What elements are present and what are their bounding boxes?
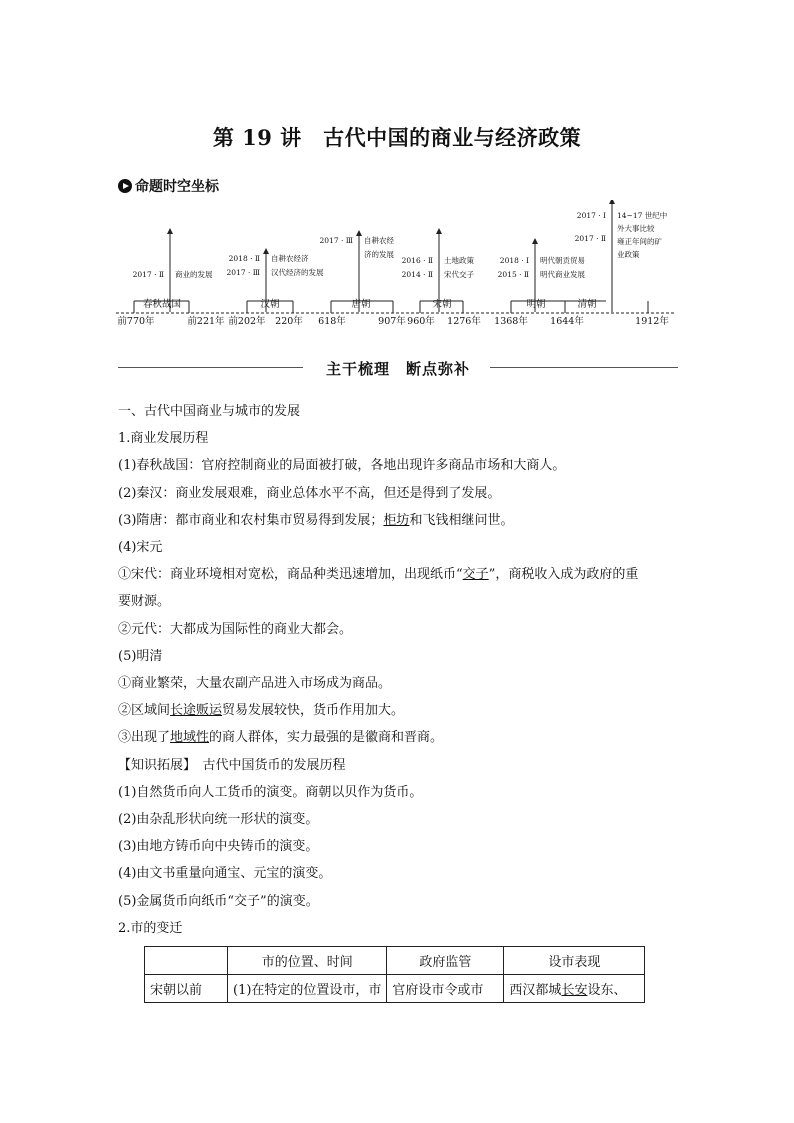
text-segment: (2)秦汉：商业发展艰难，商业总体水平不高，但还是得到了发展。 xyxy=(118,485,501,501)
arrow-head-icon xyxy=(167,228,173,234)
table-cell-underlined: 长安 xyxy=(561,983,588,998)
text-line xyxy=(118,860,680,887)
text-segment: ”，商税收入成为政府的重 xyxy=(488,567,639,583)
period-label: 宋朝 xyxy=(432,299,452,310)
text-segment: 一、古代中国商业与城市的发展 xyxy=(118,404,301,419)
text-line xyxy=(118,588,680,615)
exam-label: 2017 · Ⅱ xyxy=(132,270,164,279)
event-text: 商业的发展 xyxy=(175,270,213,279)
event-text: 自耕农经 xyxy=(364,236,394,245)
text-line xyxy=(118,398,680,425)
arrow-head-icon xyxy=(356,230,362,236)
date-label: 1912年 xyxy=(635,316,669,327)
table-header-cell: 设市表现 xyxy=(504,947,645,975)
arrow-head-icon xyxy=(263,248,269,254)
text-line xyxy=(118,888,680,915)
text-line xyxy=(118,507,680,534)
event-text: 宋代交子 xyxy=(444,270,474,279)
section-tag-label: 命题时空坐标 xyxy=(135,179,219,195)
timeline-diagram xyxy=(0,200,794,335)
text-segment: ①宋代：商业环境相对宽松，商品种类迅速增加，出现纸币“ xyxy=(118,567,463,583)
event-text: 自耕农经济 xyxy=(271,254,309,263)
table-header-cell xyxy=(145,947,228,975)
date-label: 1368年 xyxy=(494,316,528,327)
text-line xyxy=(118,561,680,588)
exam-label: 2017 · Ⅲ xyxy=(226,268,260,277)
text-segment: 【知识拓展】 古代中国货币的发展历程 xyxy=(118,757,346,773)
underlined-term: 长途贩运 xyxy=(170,703,223,719)
table-cell: 官府设市令或市 xyxy=(387,975,504,1003)
table-row xyxy=(145,975,645,1003)
table-header-cell: 市的位置、时间 xyxy=(228,947,387,975)
underlined-term: 交子 xyxy=(462,567,489,583)
event-text: 雍正年间的矿 xyxy=(617,237,662,246)
date-label: 907年 xyxy=(378,316,406,327)
event-text: 济的发展 xyxy=(364,250,394,259)
text-line xyxy=(118,779,680,806)
arrow-head-icon xyxy=(532,238,538,244)
event-text: 土地政策 xyxy=(444,256,474,265)
table-cell xyxy=(504,975,645,1003)
exam-label: 2017 · Ⅰ xyxy=(576,211,606,220)
period-label: 唐朝 xyxy=(351,299,371,310)
event-text: 14~17 世纪中 xyxy=(617,211,668,220)
period-label: 汉朝 xyxy=(260,299,280,310)
underlined-term: 柜坊 xyxy=(383,512,410,528)
text-line xyxy=(118,915,680,942)
text-line xyxy=(118,724,680,751)
date-label: 960年 xyxy=(407,316,435,327)
text-line xyxy=(118,534,680,561)
table-cell: (1)在特定的位置设市，市 xyxy=(228,975,387,1003)
text-line xyxy=(118,806,680,833)
text-segment: (1)自然货币向人工货币的演变。商朝以贝作为货币。 xyxy=(118,784,423,800)
section-tag xyxy=(118,176,219,196)
text-line xyxy=(118,480,680,507)
text-line xyxy=(118,752,680,779)
exam-label: 2018 · Ⅱ xyxy=(228,254,260,263)
event-text: 明代朝贡贸易 xyxy=(540,256,585,265)
text-segment: (5)明清 xyxy=(118,648,163,664)
text-segment: ②区域间 xyxy=(118,703,171,719)
text-segment: 2.市的变迁 xyxy=(118,920,183,936)
text-segment: 贸易发展较快，货币作用加大。 xyxy=(222,703,405,719)
text-line xyxy=(118,833,680,860)
table-cell-text: 设东、 xyxy=(587,983,627,998)
banner-title: 主干梳理 断点弥补 xyxy=(325,360,470,378)
date-label: 前202年 xyxy=(228,316,266,327)
text-segment: 1.商业发展历程 xyxy=(118,431,209,447)
exam-label: 2018 · Ⅰ xyxy=(499,256,529,265)
text-line xyxy=(118,452,680,479)
event-text: 外大事比较 xyxy=(617,224,655,233)
text-segment: 要财源。 xyxy=(118,594,171,610)
text-segment: 和飞钱相继问世。 xyxy=(409,512,514,528)
period-label: 春秋战国 xyxy=(142,299,182,310)
market-table xyxy=(144,946,645,1003)
date-label: 220年 xyxy=(275,316,303,327)
exam-label: 2016 · Ⅱ xyxy=(401,256,433,265)
date-label: 1644年 xyxy=(550,316,584,327)
text-line xyxy=(118,425,680,452)
exam-label: 2017 · Ⅱ xyxy=(574,234,606,243)
exam-label: 2014 · Ⅱ xyxy=(401,270,433,279)
text-segment: (4)由文书重量向通宝、元宝的演变。 xyxy=(118,866,332,882)
text-line xyxy=(118,697,680,724)
text-segment: ②元代：大都成为国际性的商业大都会。 xyxy=(118,621,353,637)
event-text: 汉代经济的发展 xyxy=(271,268,324,277)
event-text: 业政策 xyxy=(617,250,640,259)
table-header-row xyxy=(145,947,645,975)
text-line xyxy=(118,616,680,643)
exam-label: 2015 · Ⅱ xyxy=(497,270,529,279)
arrow-head-icon xyxy=(609,200,615,204)
text-segment: (5)金属货币向纸币“交子”的演变。 xyxy=(118,893,319,909)
table-header-cell: 政府监管 xyxy=(387,947,504,975)
underlined-term: 地域性 xyxy=(170,730,210,746)
text-segment: ①商业繁荣，大量农副产品进入市场成为商品。 xyxy=(118,676,392,691)
arrow-head-icon xyxy=(436,228,442,234)
period-label: 清朝 xyxy=(577,299,597,310)
text-line xyxy=(118,670,680,697)
play-circle-icon xyxy=(118,179,132,193)
event-text: 明代商业发展 xyxy=(540,270,585,279)
text-segment: 的商人群体，实力最强的是徽商和晋商。 xyxy=(209,730,444,746)
text-segment: ③出现了 xyxy=(118,730,171,746)
exam-label: 2017 · Ⅲ xyxy=(319,236,353,245)
text-segment: (2)由杂乱形状向统一形状的演变。 xyxy=(118,812,319,827)
date-label: 1276年 xyxy=(447,316,481,327)
table-cell: 宋朝以前 xyxy=(145,975,228,1003)
text-segment: (3)隋唐：都市商业和农村集市贸易得到发展； xyxy=(118,512,384,528)
period-label: 明朝 xyxy=(526,299,546,310)
date-label: 618年 xyxy=(318,316,346,327)
text-line xyxy=(118,643,680,670)
page-title: 第 19 讲 古代中国的商业与经济政策 xyxy=(212,125,582,150)
text-segment: (4)宋元 xyxy=(118,540,163,555)
date-label: 前221年 xyxy=(187,316,225,327)
date-label: 前770年 xyxy=(117,316,155,327)
table-cell-text: 西汉都城 xyxy=(509,983,562,998)
section-banner xyxy=(118,356,678,380)
text-segment: (1)春秋战国：官府控制商业的局面被打破，各地出现许多商品市场和大商人。 xyxy=(118,458,566,474)
text-segment: (3)由地方铸币向中央铸币的演变。 xyxy=(118,839,319,855)
